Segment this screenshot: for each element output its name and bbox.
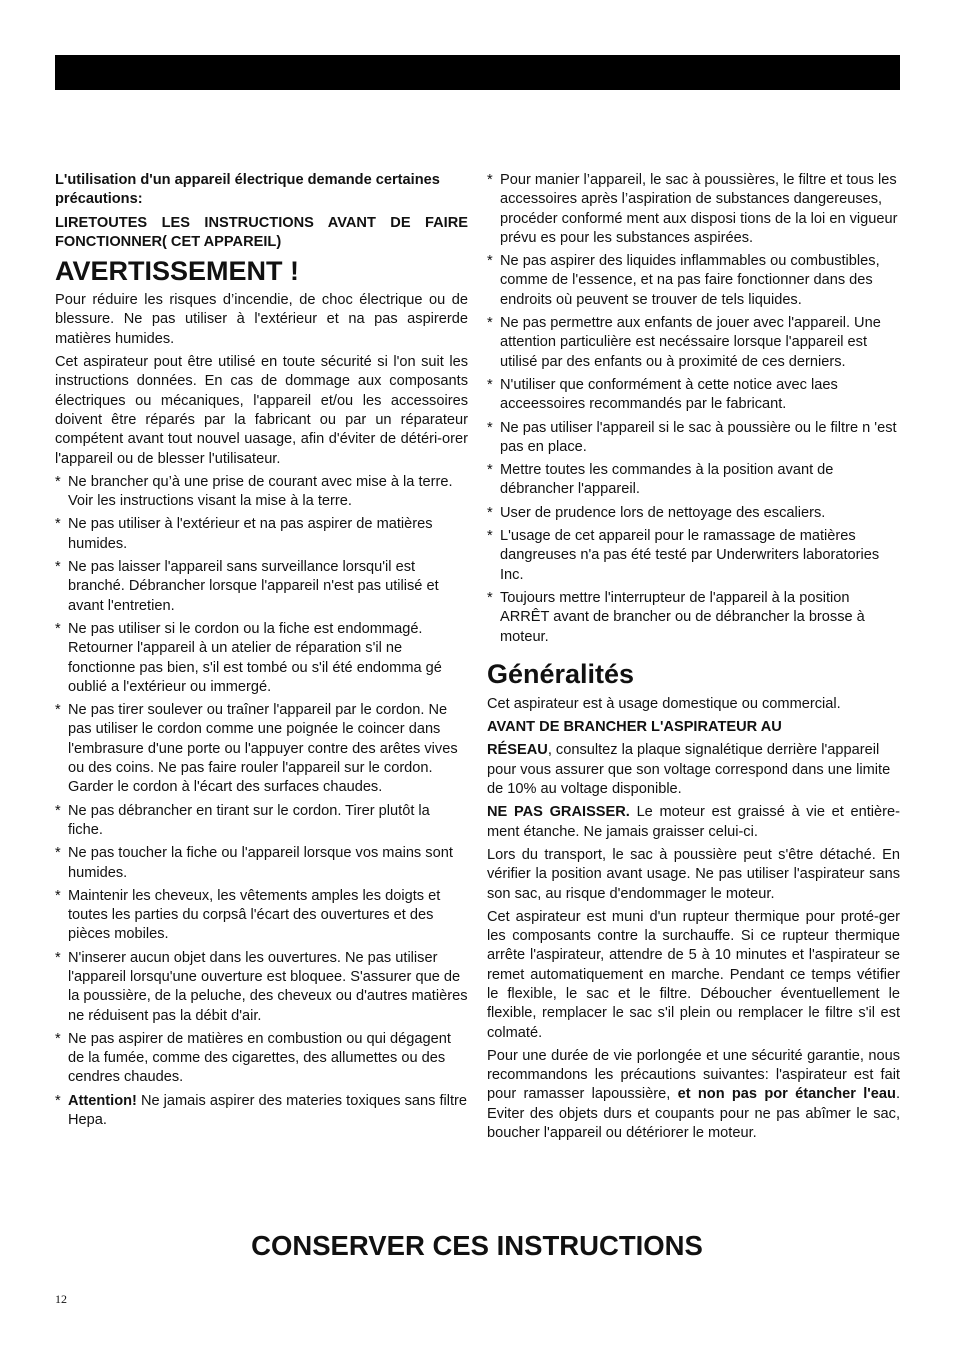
list-item: * Ne pas toucher la fiche ou l'appareil lorsque vos mains sont humides. [55,844,468,883]
list-item: * Ne pas débrancher en tirant sur le cordon. Tirer plutôt la fiche. [55,802,468,841]
network-label: RÉSEAU [487,742,548,759]
before-plugging-heading: AVANT DE BRANCHER L'ASPIRATEUR AU [487,719,782,736]
list-item: * Ne pas aspirer de matières en combustion ou qui dégagent de la fumée, comme des cigarettes, des allumettes ou des cendres chaudes. [55,1030,468,1088]
list-item: * Pour manier l’appareil, le sac à poussières, le filtre et tous les accessoires après l’aspiration de substances dangereuses, procéder conformé ment aux disposi tions de la loi en vigueur prévu es pour les substances aspirées. [487,171,900,248]
right-column [487,171,900,1147]
list-item: * User de prudence lors de nettoyage des escaliers. [487,504,900,523]
grease-text: Le moteur est graissé à vie et entière-ment étanche. Ne jamais graisser celui-ci. [487,804,901,840]
list-item-attention [55,1092,468,1131]
list-item: * Maintenir les cheveux, les vêtements amples les doigts et toutes les parties du corpsâ l'écart des ouvertures et des pièces mobiles. [55,887,468,945]
header-bar [55,55,900,90]
list-item: * N'inserer aucun objet dans les ouvertures. Ne pas utiliser l'appareil lorsqu'une ouverture est bloquee. S'assurer que de la poussière, de la peluche, des cheveux ou d'autres matières ne réduisent pas la débit d'air. [55,949,468,1026]
durability-text-a: Pour une durée de vie porlongée et une sécurité garantie, nous recommandons les précautions suivantes: l'aspirateur est fait pour ramasser lapoussière, [487,1047,900,1103]
warning-title: AVERTISSEMENT ! [55,256,300,287]
list-item: * Ne pas aspirer des liquides inflammables ou combustibles, comme de l'essence, et na pas faire fonctionner dans des endroits où peuvent se trouver de tels liquides. [487,252,900,310]
footer-title: CONSERVER CES INSTRUCTIONS [251,1230,703,1261]
list-item: * N'utiliser que conformément à cette notice avec laes acceessoires recommandés par le fabricant. [487,376,900,415]
attention-label: Attention! [68,1092,137,1109]
grease-label: NE PAS GRAISSER. [487,804,630,821]
network-paragraph [487,741,900,799]
list-item: * L'usage de cet appareil pour le ramassage de matières dangreuses n'a pas été testé par Underwriters laboratories Inc. [487,527,900,585]
durability-bold: et non pas por étancher l'eau [677,1086,896,1103]
list-item: * Ne pas tirer soulever ou traîner l'appareil par le cordon. Ne pas utiliser le cordon comme une poignée le coincer dans l'embrasure d'une porte ou l'appuyer contre des arêtes vives ou des coins. Ne pas faire rouler l'appareil sur le cordon. Garder le cordon à l'écart des surfaces chaudes. [55,701,468,797]
intro-read-instructions: LIRETOUTES LES INSTRUCTIONS AVANT DE FAIRE FONCTIONNER( CET APPAREIL) [55,214,468,250]
network-text: , consultez la plaque signalétique derrière l'appareil pour vous assurer que son voltage correspond dans une limite de 10% au voltage disponible. [487,742,891,798]
thermal-paragraph: Cet aspirateur est muni d'un rupteur thermique pour proté-ger les composants contre la surchauffe. Si ce rupteur thermique arrête l'aspirateur, attendre de 5 à 10 minutes et l'aspirateur se remet automatiquement en marche. Pendant ce temps vétifier le flexible, le sac et le filtre. Déboucher éventuellement le flexible, remplacer le sac s'il plein ou remplacer le filtre s'il est colmaté. [487,908,900,1041]
list-item: * Ne pas laisser l'appareil sans surveillance lorsqu'il est branché. Débrancher lorsque l'appareil n'est pas utilisé et avant l'entretien. [55,558,468,616]
list-item: * Ne pas permettre aux enfants de jouer avec l'appareil. Une attention particulière est necéssaire lorsque l'appareil est utilisé par des enfants ou à proximité de ces derniers. [487,314,900,372]
list-item: * Ne pas utiliser l'appareil si le sac à poussière ou le filtre n 'est pas en place. [487,419,900,458]
list-item: * Ne brancher qu’à une prise de courant avec mise à la terre. Voir les instructions visant la mise à la terre. [55,473,468,512]
durability-paragraph [487,1047,900,1143]
left-instruction-list [55,473,468,1131]
list-item: * Toujours mettre l'interrupteur de l'appareil à la position ARRÊT avant de brancher ou de débrancher la brosse à moteur. [487,589,900,647]
intro-precautions: L'utilisation d'un appareil électrique demande certaines précautions: [55,172,440,208]
transport-paragraph: Lors du transport, le sac à poussière peut s'être détaché. En vérifier la position avant usage. Ne pas utiliser l'aspirateur sans son sac, au risque d'endommager le moteur. [487,846,900,902]
page-number: 12 [55,1292,67,1306]
warning-paragraph-2: Cet aspirateur pout être utilisé en toute sécurité si l'on suit les instructions données. En cas de dommage aux composants électriques ou mécaniques, l'appareil et/ou les accessoires doivent être réparés par la fabricant ou par un réparateur compétent avant tout nouvel uasage, afin d'éviter de détéri-orer l'appareil ou de blesser l'utilisateur. [55,354,468,467]
grease-paragraph [487,803,900,842]
warning-paragraph-1: Pour réduire les risques d’incendie, de choc électrique ou de blessure. Ne pas utiliser à l'extérieur et na pas aspirerde matières humides. [55,292,468,347]
general-title: Généralités [487,658,635,689]
attention-text: Ne jamais aspirer des materies toxiques sans filtre Hepa. [68,1092,468,1129]
right-instruction-list [487,171,900,647]
list-item: * Ne pas utiliser si le cordon ou la fiche est endommagé. Retourner l'appareil à un atelier de réparation s'il ne fonctionne pas bien, s'il est tombé ou s'il été endomma gé oublié a l'extérieur ou immergé. [55,620,468,697]
general-usage: Cet aspirateur est à usage domestique ou commercial. [487,695,841,712]
durability-text-b: . Eviter des objets durs et coupants pour ne pas abîmer le sac, boucher l'appareil ou détériorer le moteur. [487,1086,900,1142]
list-item: * Ne pas utiliser à l'extérieur et na pas aspirer de matières humides. [55,515,468,554]
list-item: * Mettre toutes les commandes à la position avant de débrancher l'appareil. [487,461,900,500]
left-column [55,171,468,1134]
